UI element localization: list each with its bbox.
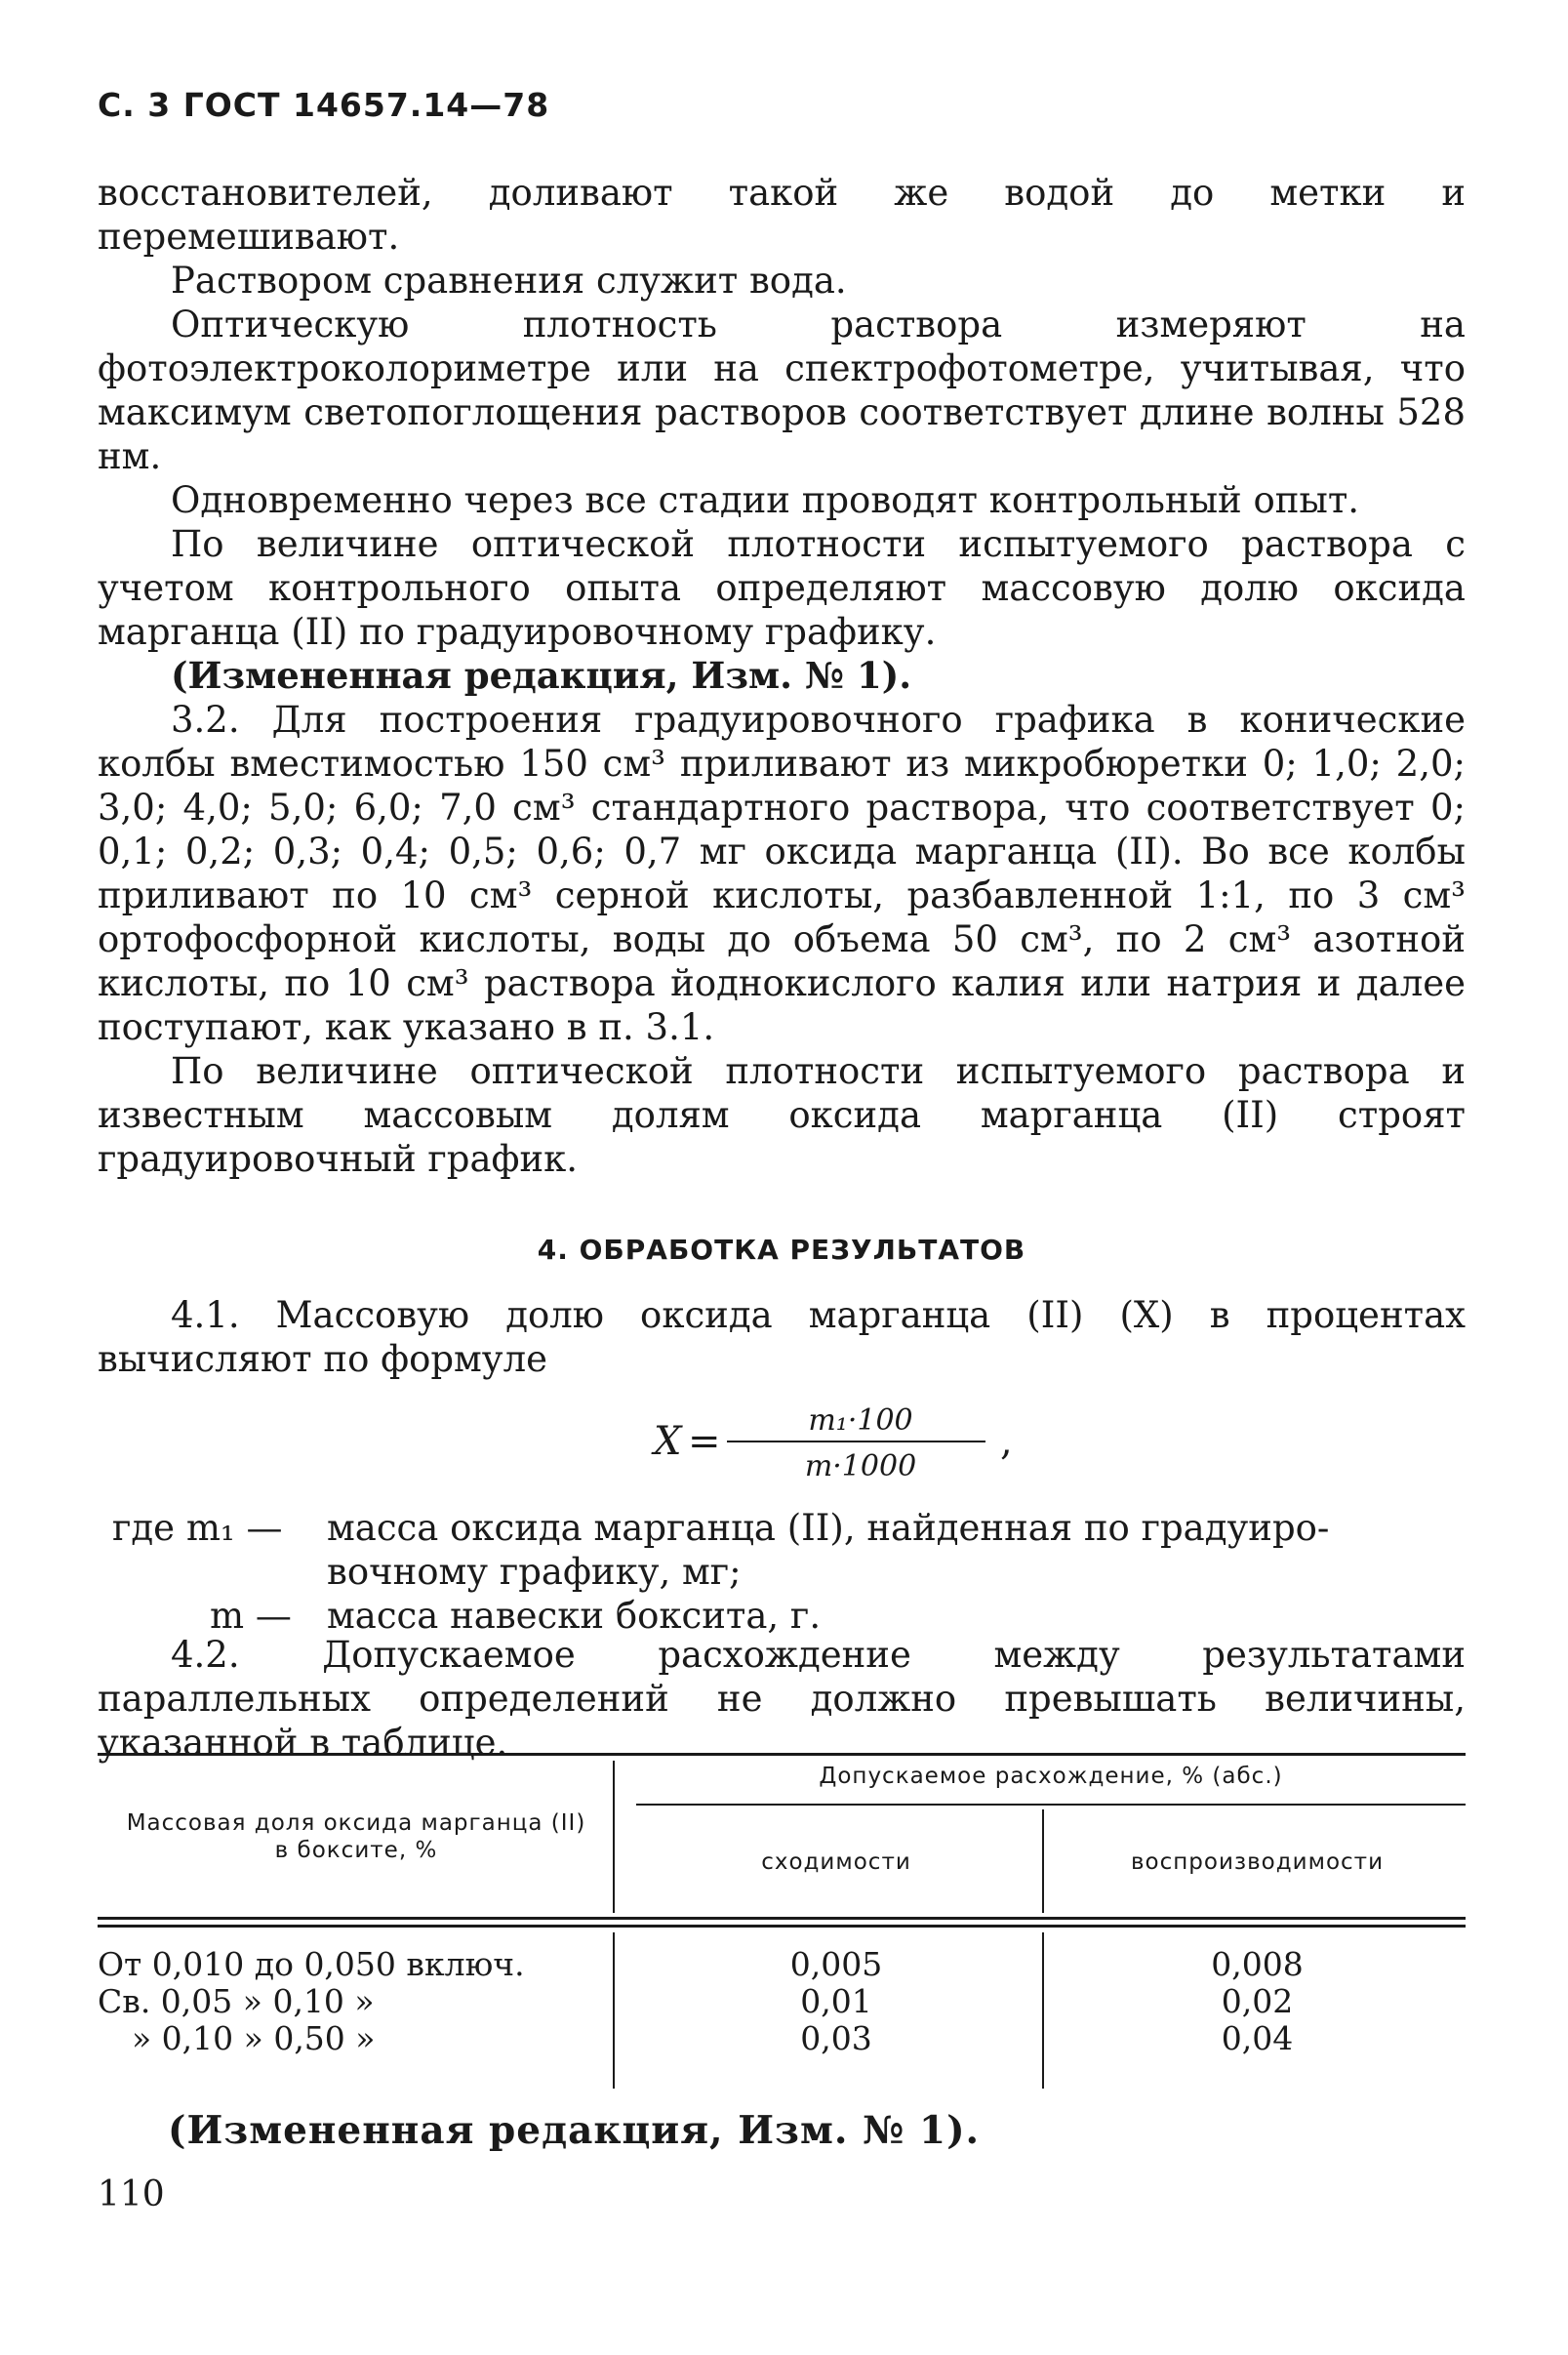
- column-header: сходимости: [761, 1849, 911, 1875]
- table-divider: [1042, 1932, 1044, 2089]
- page-number: 110: [98, 2174, 165, 2214]
- column-header: воспроизводимости: [1130, 1849, 1385, 1875]
- table-top-rule: [98, 1753, 1466, 1756]
- paragraph: 4.1. Массовую долю оксида марганца (II) (X) в процентах вычисляют по формуле: [98, 1294, 1466, 1380]
- fraction-bar: [727, 1441, 985, 1442]
- formula-legend: [98, 1506, 1466, 1637]
- document-body: [98, 171, 1466, 1765]
- table-header-rule: [98, 1917, 1466, 1920]
- paragraph: 3.2. Для построения градуировочного графика в конические колбы вместимостью 150 см³ приливают из микробюретки 0; 1,0; 2,0; 3,0; 4,0; 5,0; 6,0; 7,0 см³ стандартного раствора, что соответствует 0; 0,1; 0,2; 0,3; 0,4; 0,5; 0,6; 0,7 мг оксида марганца (II). Во все колбы приливают по 10 см³ серной кислоты, разбавленной 1:1, по 3 см³ ортофосфорной кислоты, воды до объема 50 см³, по 2 см³ азотной кислоты, по 10 см³ раствора йоднокислого калия или натрия и далее поступают, как указано в п. 3.1.: [98, 699, 1466, 1048]
- table-cell: 0,005: [789, 1945, 883, 1983]
- table-cell: 0,02: [1221, 1982, 1294, 2020]
- paragraph: Одновременно через все стадии проводят контрольный опыт.: [171, 479, 1360, 521]
- table-cell: 0,03: [800, 2019, 872, 2057]
- formula-lhs: X: [654, 1419, 682, 1464]
- table-cell: От 0,010 до 0,050 включ.: [98, 1945, 525, 1983]
- formula-comma: ,: [1000, 1419, 1013, 1464]
- paragraph: Оптическую плотность раствора измеряют на фотоэлектроколориметре или на спектрофотометре, учитывая, что максимум светопоглощения растворов соответствует длине волны 528 нм.: [98, 304, 1466, 477]
- legend-text: масса оксида марганца (II), найденная по градуиро-: [327, 1507, 1330, 1549]
- formula-numerator: m₁·100: [808, 1403, 913, 1438]
- table-cell: 0,04: [1221, 2019, 1294, 2057]
- table-divider: [1042, 1809, 1044, 1913]
- paragraph: 4.2. Допускаемое расхождение между результатами параллельных определений не должно превышать величины, указанной в таблице.: [98, 1634, 1466, 1764]
- legend-symbol: m —: [210, 1595, 292, 1637]
- paragraph: Раствором сравнения служит вода.: [171, 260, 847, 302]
- paragraph: восстановителей, доливают такой же водой до метки и перемешивают.: [98, 172, 1466, 258]
- table-rule: [636, 1804, 1466, 1806]
- table-divider: [613, 1932, 615, 2089]
- table-cell: » 0,10 » 0,50 »: [132, 2019, 376, 2057]
- table-header-rule: [98, 1925, 1466, 1928]
- table-cell: 0,008: [1211, 1945, 1304, 1983]
- legend-symbol: где m₁ —: [112, 1507, 283, 1549]
- legend-text: вочному графику, мг;: [327, 1551, 742, 1593]
- paragraph: По величине оптической плотности испытуемого раствора и известным массовым долям оксида марганца (II) строят градуировочный график.: [98, 1050, 1466, 1180]
- amendment-note: (Измененная редакция, Изм. № 1).: [171, 654, 912, 697]
- section-title: 4. ОБРАБОТКА РЕЗУЛЬТАТОВ: [537, 1234, 1026, 1266]
- formula-equals: =: [688, 1419, 721, 1464]
- page-header: С. 3 ГОСТ 14657.14—78: [98, 86, 550, 124]
- tolerance-table: [98, 1753, 1466, 2089]
- table-cell: Св. 0,05 » 0,10 »: [98, 1982, 375, 2020]
- formula-denominator: m·1000: [804, 1449, 917, 1483]
- formula: [98, 1399, 1466, 1488]
- legend-text: масса навески боксита, г.: [327, 1595, 822, 1637]
- amendment-note: (Измененная редакция, Изм. № 1).: [168, 2108, 981, 2153]
- table-cell: 0,01: [800, 1982, 872, 2020]
- table-divider: [613, 1761, 615, 1913]
- group-header: Допускаемое расхождение, % (абс.): [819, 1764, 1283, 1789]
- column-header: Массовая доля оксида марганца (II) в боксите, %: [126, 1810, 586, 1863]
- paragraph: По величине оптической плотности испытуемого раствора с учетом контрольного опыта определяют массовую долю оксида марганца (II) по градуировочному графику.: [98, 523, 1466, 653]
